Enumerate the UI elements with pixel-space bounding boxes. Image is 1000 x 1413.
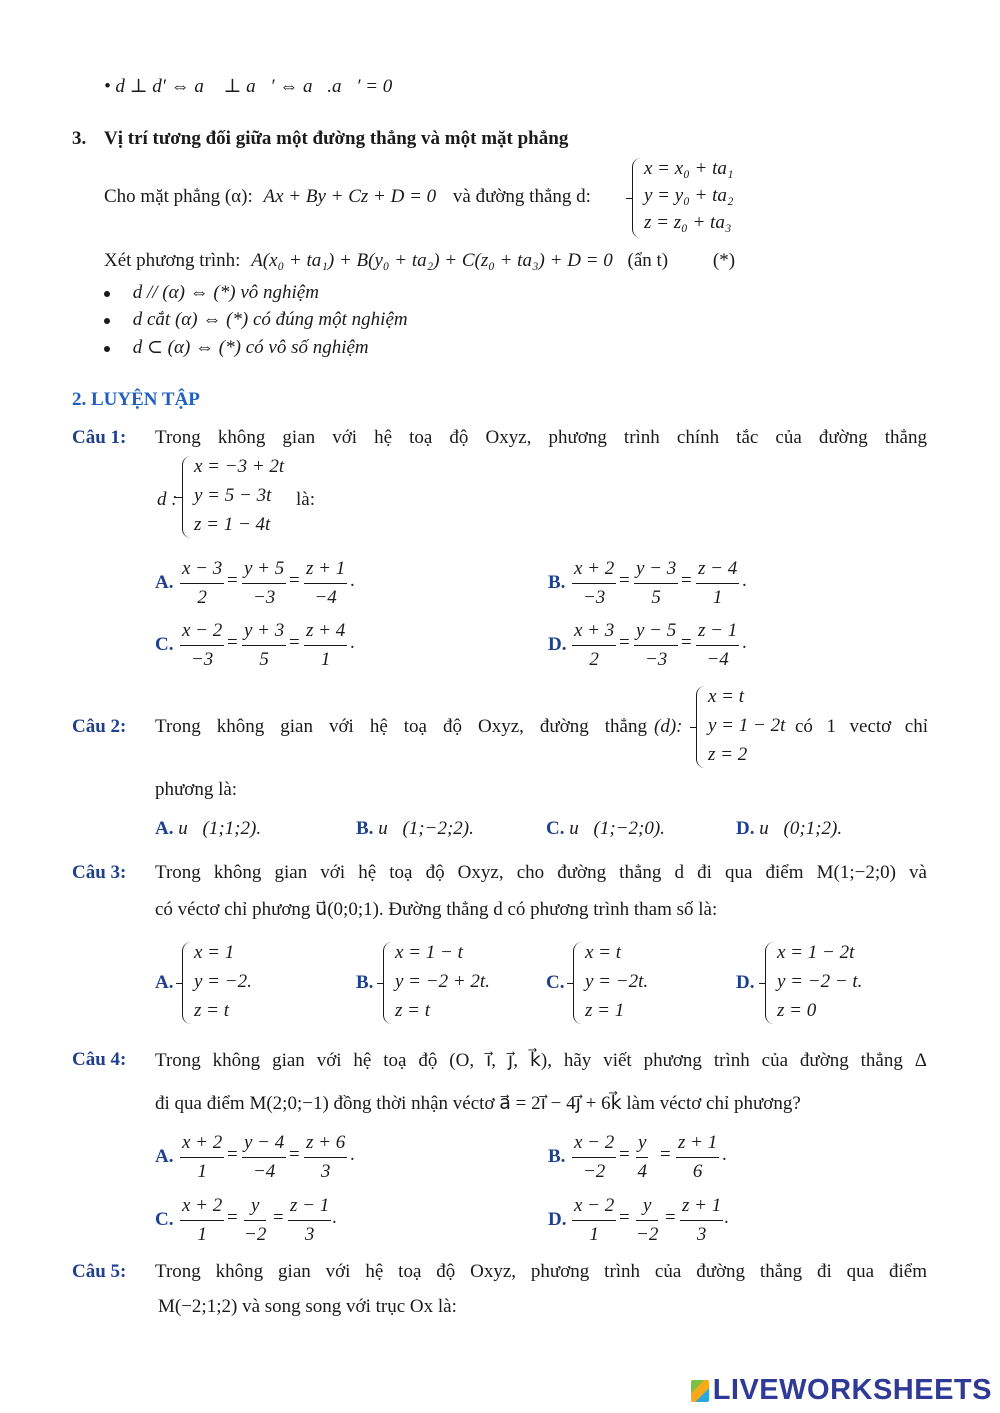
fraction — [180, 1195, 224, 1246]
sys-line: z = t — [395, 1000, 430, 1021]
question-text-2: M(−2;1;2) và song song với trục Ox là: — [158, 1296, 457, 1317]
q3-option-b[interactable] — [383, 942, 508, 1024]
sys-line: x = 1 − 2t — [777, 942, 855, 963]
bullet-dot-icon — [104, 291, 110, 297]
fraction-den: −4 — [706, 649, 729, 670]
fraction — [636, 1132, 648, 1183]
option-label: C. — [155, 1209, 174, 1230]
fraction-num: z − 1 — [696, 620, 739, 646]
fraction-den: −3 — [644, 649, 668, 670]
q2-option-b[interactable] — [356, 818, 474, 840]
option-label: D. — [736, 818, 755, 839]
option-label: D. — [736, 972, 755, 993]
plane-intro-text: Cho mặt phẳng (α): — [104, 186, 253, 207]
q1-sys-y: y = 5 − 3t — [194, 485, 272, 506]
d-label: (d): — [654, 716, 683, 737]
fraction — [180, 620, 224, 671]
q2-sys-x: x = t — [708, 686, 745, 707]
sys-line: z = 1 — [585, 1000, 625, 1021]
question-text-2: đi qua điểm M(2;0;−1) đồng thời nhận véctơ a⃗ = 2i⃗ − 4j⃗ + 6k⃗ làm véctơ chỉ phương? — [155, 1093, 801, 1114]
fraction-num: x + 2 — [180, 1132, 224, 1158]
bullet-dot-icon — [104, 346, 110, 352]
q1-tail: là: — [296, 489, 315, 510]
line-sys-y: y = y₀ + ta₂ — [644, 185, 734, 206]
q2-option-d[interactable] — [736, 818, 842, 840]
fraction-num: y − 4 — [242, 1132, 286, 1158]
fraction-num: z + 1 — [680, 1195, 723, 1221]
fraction — [572, 1195, 616, 1246]
q1-sys-z: z = 1 − 4t — [194, 514, 271, 535]
q2-option-c[interactable] — [546, 818, 665, 840]
fraction-den: 2 — [197, 587, 207, 608]
q2-tail: có 1 vectơ chỉ — [795, 716, 928, 737]
d-label: d : — [157, 489, 178, 510]
q2-sys-z: z = 2 — [708, 744, 748, 765]
sys-line: z = 0 — [777, 1000, 817, 1021]
fraction — [180, 1132, 224, 1183]
fraction-num: z + 6 — [304, 1132, 347, 1158]
question-label: Câu 2: — [72, 716, 127, 737]
question-label: Câu 4: — [72, 1049, 127, 1070]
fraction-num: y — [244, 1195, 266, 1221]
fraction-den: 1 — [320, 649, 331, 670]
bullet-item — [104, 309, 408, 331]
fraction-den: 2 — [589, 649, 599, 670]
fraction-den: −2 — [582, 1161, 606, 1182]
fraction — [634, 558, 678, 609]
fraction — [244, 1195, 266, 1246]
fraction-den: 5 — [651, 587, 661, 608]
fraction — [180, 558, 224, 609]
fraction-den: 6 — [692, 1161, 703, 1182]
fraction — [572, 558, 616, 609]
fraction — [572, 1132, 616, 1183]
option-value: u⃗(1;−2;0). — [569, 818, 665, 839]
fraction-den: −2 — [244, 1224, 267, 1245]
sys-line: y = −2t. — [585, 971, 649, 992]
question-label: Câu 1: — [72, 427, 127, 448]
q1-sys-x: x = −3 + 2t — [194, 456, 285, 477]
line-intro-text: và đường thẳng d: — [452, 186, 591, 207]
sys-line: x = 1 — [194, 942, 235, 963]
fraction-num: y + 5 — [242, 558, 286, 584]
q3-option-d[interactable] — [765, 942, 875, 1024]
liveworksheets-logo — [691, 1374, 992, 1407]
section-number: 3. — [72, 128, 87, 149]
fraction — [304, 1132, 347, 1183]
question-text: Trong không gian với hệ toạ độ Oxyz, phương trình của đường thẳng đi qua điểm — [155, 1261, 927, 1282]
fraction — [696, 558, 739, 609]
fraction-den: −2 — [636, 1224, 659, 1245]
fraction — [288, 1195, 331, 1246]
fraction-num: z + 4 — [304, 620, 347, 646]
fraction-den: −3 — [190, 649, 214, 670]
perpendicular-condition: • d ⊥ d′ ⇔ a⃗ ⊥ a⃗′ ⇔ a⃗.a⃗′ = 0 — [104, 76, 393, 97]
fraction-num: y — [636, 1132, 648, 1158]
fraction-num: x + 2 — [572, 558, 616, 584]
option-value: u⃗(0;1;2). — [759, 818, 843, 839]
bullet-item — [104, 282, 319, 304]
fraction-den: 3 — [320, 1161, 331, 1182]
fraction-num: x + 3 — [572, 620, 616, 646]
fraction — [680, 1195, 723, 1246]
equation: A(x₀ + ta₁) + B(y₀ + ta₂) + C(z₀ + ta₃) + D = 0 — [251, 250, 613, 271]
fraction — [242, 1132, 286, 1183]
bullet-text: d ⊂ (α) ⇔ (*) có vô số nghiệm — [132, 337, 369, 358]
fraction-num: x − 3 — [180, 558, 224, 584]
fraction-num: y − 3 — [634, 558, 678, 584]
q3-option-a[interactable] — [182, 942, 272, 1024]
option-value: u⃗(1;1;2). — [178, 818, 262, 839]
question-text: Trong không gian với hệ toạ độ Oxyz, phương trình chính tắc của đường thẳng — [155, 427, 927, 448]
q2-sys-y: y = 1 − 2t — [708, 715, 786, 736]
fraction-num: y — [636, 1195, 658, 1221]
fraction-den: 1 — [712, 587, 723, 608]
question-label: Câu 3: — [72, 862, 127, 883]
fraction — [676, 1132, 719, 1183]
sys-line: x = 1 − t — [395, 942, 463, 963]
option-label: B. — [548, 1146, 566, 1167]
fraction — [304, 620, 347, 671]
q2-option-a[interactable] — [155, 818, 261, 840]
option-label: D. — [548, 634, 567, 655]
fraction — [696, 620, 739, 671]
line-sys-z: z = z₀ + ta₃ — [644, 212, 732, 233]
line-parametric-system — [632, 158, 752, 238]
section-title: Vị trí tương đối giữa một đường thẳng và một mặt phẳng — [104, 128, 569, 149]
fraction-num: x − 2 — [180, 620, 224, 646]
q1-system — [182, 456, 312, 538]
question-text: Trong không gian với hệ toạ độ Oxyz, đường thẳng — [155, 716, 647, 737]
fraction-num: z − 4 — [696, 558, 739, 584]
fraction-den: 3 — [696, 1224, 707, 1245]
fraction-num: x + 2 — [180, 1195, 224, 1221]
bullet-text: d cắt (α) ⇔ (*) có đúng một nghiệm — [132, 309, 408, 330]
fraction-num: x − 2 — [572, 1132, 616, 1158]
bullet-dot-icon — [104, 318, 110, 324]
equation-tag: (*) — [712, 250, 736, 271]
practice-heading: 2. LUYỆN TẬP — [72, 389, 200, 410]
option-label: B. — [356, 972, 374, 993]
fraction-den: −4 — [252, 1161, 276, 1182]
sys-line: y = −2 − t. — [777, 971, 863, 992]
equation-row — [104, 250, 735, 272]
question-text-2: có véctơ chỉ phương u⃗(0;0;1). Đường thẳng d có phương trình tham số là: — [155, 899, 718, 920]
sys-line: y = −2 + 2t. — [395, 971, 490, 992]
q2-line2: phương là: — [155, 779, 238, 800]
bullet-text: d // (α) ⇔ (*) vô nghiệm — [132, 282, 319, 303]
fraction-den: 4 — [637, 1161, 647, 1182]
fraction-num: z + 1 — [676, 1132, 719, 1158]
fraction — [634, 620, 678, 671]
equation-unknown: (ẩn t) — [627, 250, 669, 271]
fraction-num: y − 5 — [634, 620, 678, 646]
option-label: B. — [548, 572, 566, 593]
logo-text: LIVEWORKSHEETS — [712, 1374, 992, 1406]
option-label: A. — [155, 972, 174, 993]
question-text: Trong không gian với hệ toạ độ Oxyz, cho đường thẳng d đi qua điểm M(1;−2;0) và — [155, 862, 927, 883]
line-sys-x: x = x₀ + ta₁ — [644, 158, 734, 179]
sys-line: x = t — [585, 942, 622, 963]
option-label: C. — [546, 972, 565, 993]
fraction-den: 1 — [197, 1161, 207, 1182]
fraction — [242, 620, 286, 671]
plane-intro — [104, 186, 591, 208]
fraction-num: z + 1 — [304, 558, 347, 584]
fraction-den: 1 — [197, 1224, 207, 1245]
question-label: Câu 5: — [72, 1261, 127, 1282]
sys-line: y = −2. — [194, 971, 252, 992]
fraction-num: z − 1 — [288, 1195, 331, 1221]
fraction — [242, 558, 286, 609]
q3-option-c[interactable] — [573, 942, 673, 1024]
option-label: A. — [155, 1146, 174, 1167]
option-label: A. — [155, 572, 174, 593]
option-label: A. — [155, 818, 174, 839]
option-label: C. — [155, 634, 174, 655]
fraction-num: y + 3 — [242, 620, 286, 646]
option-label: C. — [546, 818, 565, 839]
fraction — [636, 1195, 658, 1246]
fraction-den: −3 — [582, 587, 606, 608]
liveworksheets-logo-icon — [691, 1380, 709, 1402]
option-value: u⃗(1;−2;2). — [378, 818, 474, 839]
option-label: B. — [356, 818, 374, 839]
fraction-den: −3 — [252, 587, 276, 608]
fraction — [572, 620, 616, 671]
plane-equation: Ax + By + Cz + D = 0 — [263, 186, 437, 207]
question-text: Trong không gian với hệ toạ độ (O, i⃗, j⃗, k⃗), hãy viết phương trình của đường thẳng Δ — [155, 1050, 927, 1071]
fraction-den: 5 — [259, 649, 269, 670]
fraction-den: 3 — [304, 1224, 315, 1245]
fraction-num: x − 2 — [572, 1195, 616, 1221]
q2-system — [696, 686, 791, 768]
fraction-den: −4 — [314, 587, 337, 608]
option-label: D. — [548, 1209, 567, 1230]
bullet-item — [104, 336, 369, 359]
fraction — [304, 558, 347, 609]
sys-line: z = t — [194, 1000, 229, 1021]
fraction-den: 1 — [589, 1224, 599, 1245]
equation-prefix: Xét phương trình: — [104, 250, 241, 271]
